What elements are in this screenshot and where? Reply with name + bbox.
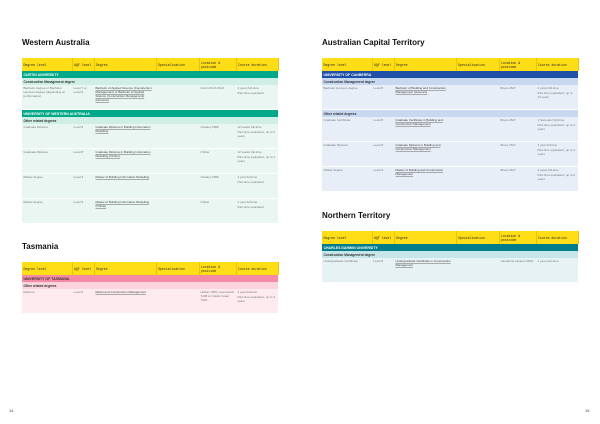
category-label: Construction Management degree — [22, 78, 278, 85]
degree-cell — [94, 199, 156, 224]
category-row — [22, 117, 278, 124]
duration-line: Part-time equivalent, up to 2 years — [237, 155, 276, 164]
specialisation-cell — [456, 142, 499, 167]
category-row — [322, 110, 578, 118]
location-cell: Online — [200, 150, 210, 154]
duration-cell — [236, 289, 278, 314]
table-row — [22, 199, 278, 224]
act-header-row — [322, 58, 578, 71]
column-header: Degree level — [322, 231, 372, 244]
aqf-level-cell: Level 8 — [373, 259, 384, 263]
degree-cell — [94, 174, 156, 199]
location-cell: Crawley 6009 — [200, 125, 219, 129]
specialisation-cell — [156, 174, 199, 199]
column-header: Degree — [94, 58, 156, 71]
degree-level-cell: Bachelor degree or Bachelor Honours degree (depending on performance) — [23, 86, 66, 98]
column-header: Location & postcode — [199, 262, 236, 275]
table-row — [322, 142, 578, 167]
table-row — [22, 174, 278, 199]
category-row — [22, 78, 278, 85]
university-name: UNIVERSITY OF WESTERN AUSTRALIA — [22, 110, 278, 118]
tas-title: Tasmania — [22, 242, 59, 251]
duration-line: Part-time equivalent — [237, 91, 265, 96]
specialisation-cell — [456, 258, 499, 283]
tas-body — [22, 275, 278, 314]
specialisation-cell — [456, 85, 499, 110]
degree-link[interactable]: Bachelor of Building and Construction Management (Honours) — [395, 86, 446, 94]
degree-cell — [94, 85, 156, 110]
duration-cell — [536, 258, 578, 283]
degree-cell — [394, 142, 456, 167]
degree-cell — [394, 258, 456, 283]
column-header: Location & postcode — [199, 58, 236, 71]
column-header: Location & postcode — [499, 58, 536, 71]
wa-header-row — [22, 58, 278, 71]
duration-line: Part-time equivalent — [237, 180, 265, 185]
tas-table — [22, 262, 279, 314]
location-cell: Online — [200, 200, 210, 204]
table-row — [322, 85, 578, 110]
column-header: AQF level — [72, 262, 94, 275]
column-header: Specialisation — [156, 58, 199, 71]
degree-link[interactable]: Graduate Certificate in Building and Construction Management — [395, 118, 443, 126]
table-row — [322, 167, 578, 192]
degree-level-cell: Bachelor Honours degree — [323, 86, 358, 90]
degree-level-cell: Diploma — [23, 290, 35, 294]
degree-link[interactable]: Graduate Diploma in Building Information Modelling — [95, 125, 151, 133]
category-label: Construction Management degree — [322, 78, 578, 85]
university-row — [322, 71, 578, 78]
location-cell: Casuarina campus 0909 — [500, 259, 534, 263]
column-header: Degree level — [22, 262, 72, 275]
location-cell: Curtin Perth 6102 — [200, 86, 225, 90]
act-body — [322, 71, 578, 192]
university-row — [22, 110, 278, 118]
degree-level-cell: Master degree — [23, 200, 43, 204]
duration-cell — [536, 142, 578, 167]
degree-level-cell: Master degree — [323, 168, 343, 172]
duration-line: Part-time equivalent, up to 10 years — [537, 91, 573, 100]
university-name: UNIVERSITY OF TASMANIA — [22, 275, 278, 282]
duration-cell — [536, 85, 578, 110]
column-header: AQF level — [372, 58, 394, 71]
nt-section — [322, 211, 579, 283]
aqf-level-cell: Level 5 — [73, 290, 84, 294]
duration-line: 1 year part-time — [537, 259, 559, 263]
duration-cell — [536, 167, 578, 192]
duration-line: 1 Semester full-time — [537, 118, 565, 122]
wa-table — [22, 58, 279, 224]
degree-level-cell: Undergraduate Certificate — [323, 259, 358, 263]
aqf-level-cell: Level 9 — [373, 168, 384, 172]
duration-line: Part-time equivalent, up to 3 years — [237, 295, 276, 304]
duration-line: 1 year full-time — [537, 143, 558, 147]
wa-section — [22, 38, 279, 224]
duration-line: 12 weeks full-time — [237, 125, 262, 129]
degree-link[interactable]: Bachelor of Applied Science (Construction Management) or Bachelor of Applied Science (Construction Management) (Honours) — [95, 86, 152, 102]
aqf-level-cell: Level 9 — [73, 175, 84, 179]
specialisation-cell — [156, 289, 199, 314]
nt-title: Northern Territory — [322, 211, 391, 220]
category-label: Other related degrees — [22, 282, 278, 289]
university-row — [22, 275, 278, 282]
degree-cell — [394, 167, 456, 192]
specialisation-cell — [456, 117, 499, 142]
table-row — [22, 85, 278, 110]
column-header: AQF level — [372, 231, 394, 244]
column-header: Specialisation — [456, 231, 499, 244]
table-row — [22, 289, 278, 314]
aqf-level-cell: Level 7 or Level 8 — [73, 86, 87, 94]
degree-link[interactable]: Master of Building and Construction Management — [395, 168, 444, 176]
column-header: Degree — [394, 231, 456, 244]
location-cell: Bruce 2617 — [500, 118, 516, 122]
duration-cell — [236, 85, 278, 110]
column-header: AQF level — [72, 58, 94, 71]
duration-line: 1 year full-time — [237, 290, 258, 294]
degree-level-cell: Graduate Diploma — [23, 150, 48, 154]
university-name: CHARLES DARWIN UNIVERSITY — [322, 244, 578, 251]
column-header: Course duration — [236, 262, 278, 275]
aqf-level-cell: Level 8 — [373, 143, 384, 147]
degree-cell — [94, 289, 156, 314]
column-header: Degree — [394, 58, 456, 71]
act-table — [322, 58, 579, 192]
duration-cell — [236, 174, 278, 199]
duration-line: Part-time equivalent, up to 2 years — [237, 130, 276, 139]
degree-cell — [394, 117, 456, 142]
aqf-level-cell: Level 8 — [373, 86, 384, 90]
column-header: Course duration — [536, 231, 578, 244]
degree-link[interactable]: Undergraduate Certificate in Construction Management — [395, 259, 451, 267]
specialisation-cell — [156, 85, 199, 110]
degree-link[interactable]: Master of Building Information Modelling — [95, 175, 150, 179]
duration-cell — [236, 124, 278, 149]
tas-header-row — [22, 262, 278, 275]
degree-level-cell: Graduate Certificate — [323, 118, 351, 122]
column-header: Location & postcode — [499, 231, 536, 244]
university-name: CURTIN UNIVERSITY — [22, 71, 278, 78]
degree-link[interactable]: Diploma of Construction Management — [95, 290, 146, 294]
degree-level-cell: Master degree — [23, 175, 43, 179]
duration-cell — [236, 149, 278, 174]
page-number-left: 14 — [9, 408, 14, 413]
page-number-right: 15 — [585, 408, 590, 413]
duration-line: 4 years full-time — [537, 86, 559, 90]
act-title: Australian Capital Territory — [322, 38, 425, 47]
duration-line: 4 years full-time — [237, 86, 259, 90]
duration-line: 2 years full-time — [537, 168, 559, 172]
specialisation-cell — [156, 149, 199, 174]
duration-line: Part-time equivalent, up to 3 years — [537, 123, 576, 132]
aqf-level-cell: Level 9 — [73, 200, 84, 204]
table-row — [22, 149, 278, 174]
category-label: Other related degrees — [22, 117, 278, 124]
degree-cell — [94, 124, 156, 149]
degree-cell — [94, 149, 156, 174]
act-section — [322, 38, 579, 192]
nt-body — [322, 244, 578, 283]
column-header: Degree level — [22, 58, 72, 71]
specialisation-cell — [156, 124, 199, 149]
specialisation-cell — [456, 167, 499, 192]
table-row — [22, 124, 278, 149]
category-label: Other related degrees — [322, 110, 578, 118]
duration-line: 12 weeks full-time — [237, 150, 262, 154]
location-cell: Crawley 6009 — [200, 175, 219, 179]
category-row — [322, 78, 578, 85]
degree-level-cell: Graduate Diploma — [23, 125, 48, 129]
university-row — [322, 244, 578, 251]
degree-cell — [394, 85, 456, 110]
table-row — [322, 258, 578, 283]
table-row — [322, 117, 578, 142]
aqf-level-cell: Level 8 — [73, 125, 84, 129]
column-header: Course duration — [536, 58, 578, 71]
category-label: Construction Management degree — [322, 251, 578, 258]
location-cell: Bruce 2617 — [500, 168, 516, 172]
aqf-level-cell: Level 8 — [73, 150, 84, 154]
university-row — [22, 71, 278, 78]
column-header: Specialisation — [456, 58, 499, 71]
duration-line: Part-time equivalent, up to 4 years — [537, 148, 576, 157]
university-name: UNIVERSITY OF CANBERRA — [322, 71, 578, 78]
column-header: Degree level — [322, 58, 372, 71]
duration-line: Part-time equivalent, up to 6 years — [537, 173, 576, 182]
column-header: Course duration — [236, 58, 278, 71]
nt-header-row — [322, 231, 578, 244]
duration-line: Part-time equivalent — [237, 205, 265, 210]
duration-line: 1 year full-time — [237, 175, 258, 179]
degree-link[interactable]: Graduate Diploma in Building and Construction Management — [395, 143, 441, 151]
category-row — [22, 282, 278, 289]
degree-link[interactable]: Graduate Diploma in Building Information Modelling (Online) — [95, 150, 151, 158]
wa-title: Western Australia — [22, 38, 90, 47]
tas-section — [22, 242, 279, 314]
column-header: Specialisation — [156, 262, 199, 275]
aqf-level-cell: Level 8 — [373, 118, 384, 122]
duration-cell — [236, 199, 278, 224]
location-cell: Bruce 2617 — [500, 143, 516, 147]
location-cell: Hobart 7005, Launceston 7248 or Cradle Coast 7320 — [200, 290, 235, 302]
location-cell: Bruce 2617 — [500, 86, 516, 90]
degree-level-cell: Graduate Diploma — [323, 143, 348, 147]
degree-link[interactable]: Master of Building Information Modelling (Online) — [95, 200, 150, 208]
wa-body — [22, 71, 278, 224]
nt-table — [322, 231, 579, 283]
category-row — [322, 251, 578, 258]
duration-line: 1 year full-time — [237, 200, 258, 204]
duration-cell — [536, 117, 578, 142]
column-header: Degree — [94, 262, 156, 275]
specialisation-cell — [156, 199, 199, 224]
